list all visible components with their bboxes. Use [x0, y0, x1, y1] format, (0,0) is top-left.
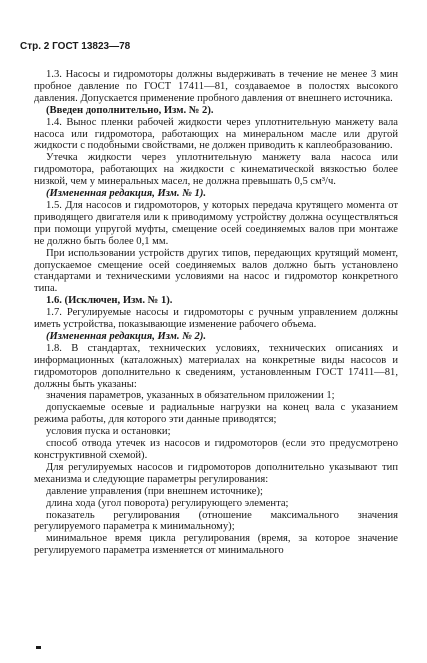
- page-header: Стр. 2 ГОСТ 13823—78: [20, 41, 131, 52]
- list-item: минимальное время цикла регулирования (время, за которое значение регулируемого параметра изменяется от минимального: [34, 533, 398, 557]
- list-item: показатель регулирования (отношение максимального значения регулируемого параметра к минимальному);: [34, 509, 398, 533]
- amendment-note: (Измененная редакция, Изм. № 2).: [46, 330, 207, 342]
- list-item: способ отвода утечек из насосов и гидромоторов (если это предусмотрено конструктивной схемой).: [34, 438, 398, 461]
- print-mark: [36, 646, 41, 649]
- paragraph-regulated: Для регулируемых насосов и гидромоторов дополнительно указывают тип механизма и следующие параметры регулирования:: [34, 461, 398, 485]
- list-item: значения параметров, указанных в обязательном приложении 1;: [46, 390, 335, 402]
- paragraph-leak: Утечка жидкости через уплотнительную манжету вала насоса или гидромотора, работающих на жидкости с кинематической вязкостью более низкой, чем у минеральных масел, не должна превышать 0,5 см³/ч.: [34, 152, 398, 188]
- amendment-note: (Введен дополнительно, Изм. № 2).: [46, 104, 214, 116]
- paragraph-1-7: 1.7. Регулируемые насосы и гидромоторы с ручным управлением должны иметь устройства, показывающие изменение рабочего объема.: [34, 307, 398, 331]
- paragraph-1-6: 1.6. (Исключен, Изм. № 1).: [46, 295, 173, 307]
- amendment-note: (Измененная редакция, Изм. № 1).: [46, 188, 207, 200]
- paragraph-other-devices: При использовании устройств других типов, передающих крутящий момент, допускаемое смещение осей соединяемых валов должно быть установлено стандартами и техническими условиями на насос и гидромотор конкретного типа.: [34, 247, 398, 295]
- paragraph-1-5: 1.5. Для насосов и гидромоторов, у которых передача крутящего момента от приводящего двигателя или к приводимому устройству должна осуществляться при помощи упругой муфты, смещение осей соединяемых валов при монтаже не должно быть более 0,1 мм.: [34, 199, 398, 247]
- list-item: допускаемые осевые и радиальные нагрузки на конец вала с указанием режима работы, для которого эти данные приводятся;: [34, 402, 398, 426]
- document-body: [34, 69, 398, 557]
- paragraph-1-3: 1.3. Насосы и гидромоторы должны выдерживать в течение не менее 3 мин пробное давление по ГОСТ 17411—81, создаваемое в полостях высокого давления. Допускается применение пробного давления от внешнего источника.: [34, 69, 398, 104]
- list-item: длина хода (угол поворота) регулирующего элемента;: [46, 497, 289, 509]
- list-item: условия пуска и остановки;: [46, 426, 171, 438]
- paragraph-1-4: 1.4. Вынос пленки рабочей жидкости через уплотнительную манжету вала насоса или гидромотора, работающих на минеральном масле или другой жидкости с подобными свойствами, не должен приводить к каплеобразованию.: [34, 116, 398, 152]
- paragraph-1-8: 1.8. В стандартах, технических условиях, технических описаниях и информационных (каталожных) материалах на конкретные виды насосов и гидромоторов дополнительно к сведениям, установленным ГОСТ 17411—81, должны быть указаны:: [34, 342, 398, 390]
- list-item: давление управления (при внешнем источнике);: [46, 485, 263, 497]
